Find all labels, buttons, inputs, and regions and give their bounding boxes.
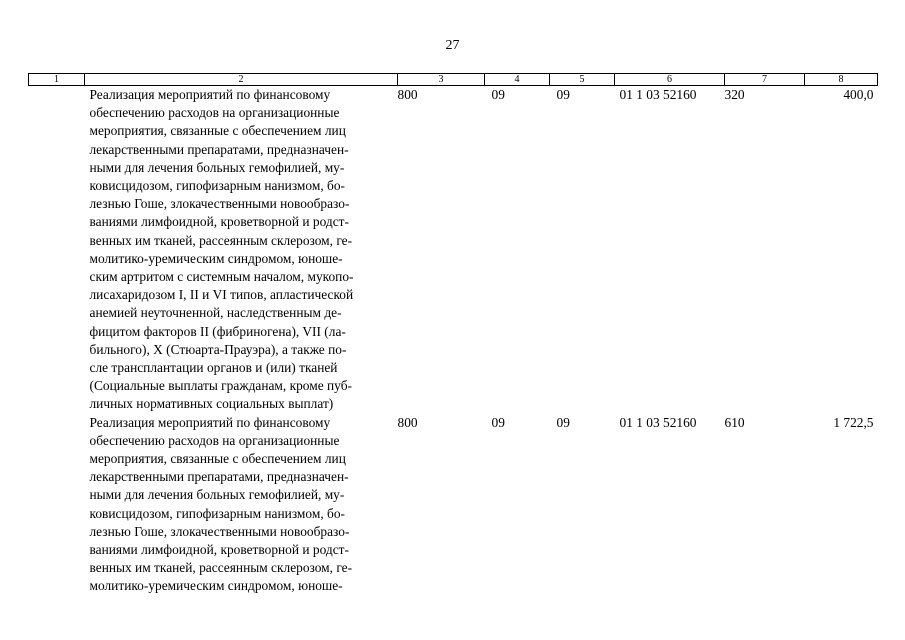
- description-line: молитико-уремическим синдромом, юноше-: [89, 578, 343, 594]
- description-line: ским артритом с системным началом, мукопо-: [89, 269, 354, 285]
- column-number: 4: [485, 74, 550, 86]
- table-row: [29, 86, 878, 414]
- expense-type-code: 320: [724, 87, 745, 102]
- table-body: [29, 74, 878, 596]
- description-line: сле трансплантации органов и (или) тканей: [89, 360, 338, 376]
- description-line: Реализация мероприятий по финансовому: [89, 87, 331, 102]
- subsection-code: 09: [556, 87, 570, 102]
- target-article-code: 01 1 03 52160: [619, 87, 697, 102]
- description-line: бильного), X (Стюарта-Прауэра), а также по-: [89, 341, 347, 357]
- item-description: [85, 414, 398, 596]
- description-line: лезнью Гоше, злокачественными новообразо-: [89, 523, 350, 539]
- description-line: лисахаридозом I, II и VI типов, апластической: [89, 287, 354, 303]
- description-line: лекарственными препаратами, предназначен-: [89, 141, 349, 157]
- description-line: ваниями лимфоидной, кроветворной и родст-: [89, 542, 349, 558]
- description-line: лезнью Гоше, злокачественными новообразо-: [89, 196, 350, 212]
- description-line: фицитом факторов II (фибриногена), VII (ла-: [89, 323, 346, 339]
- row-number-cell: [29, 414, 85, 596]
- description-line: ными для лечения больных гемофилией, му-: [89, 487, 345, 503]
- description-line: венных им тканей, рассеянным склерозом, ге-: [89, 232, 353, 248]
- column-number: 8: [805, 74, 878, 86]
- description-line: ваниями лимфоидной, кроветворной и родст-: [89, 214, 349, 230]
- column-number: 6: [615, 74, 725, 86]
- description-line: Реализация мероприятий по финансовому: [89, 414, 331, 430]
- ministry-code: 800: [397, 87, 418, 102]
- description-line: (Социальные выплаты гражданам, кроме пуб-: [89, 378, 352, 394]
- column-number: 5: [550, 74, 615, 86]
- column-number: 1: [29, 74, 85, 86]
- page-number: 27: [445, 38, 460, 53]
- description-line: ными для лечения больных гемофилией, му-: [89, 159, 345, 175]
- table-row: [29, 414, 878, 596]
- description-line: мероприятия, связанные с обеспечением лиц: [89, 451, 346, 467]
- amount-value: 400,0: [843, 87, 874, 102]
- subsection-code: 09: [556, 414, 570, 430]
- amount-value: 1 722,5: [833, 414, 874, 430]
- ministry-code: 800: [397, 414, 418, 430]
- description-line: венных им тканей, рассеянным склерозом, ге-: [89, 560, 353, 576]
- budget-table: [28, 73, 878, 596]
- description-line: обеспечению расходов на организационные: [89, 432, 340, 448]
- item-description: [85, 86, 398, 414]
- column-number: 2: [85, 74, 398, 86]
- description-line: ковисцидозом, гипофизарным нанизмом, бо-: [89, 505, 345, 521]
- description-line: лекарственными препаратами, предназначен-: [89, 469, 349, 485]
- description-line: личных нормативных социальных выплат): [89, 396, 334, 412]
- description-line: обеспечению расходов на организационные: [89, 105, 340, 121]
- description-line: ковисцидозом, гипофизарным нанизмом, бо-: [89, 178, 345, 194]
- section-code: 09: [491, 87, 505, 102]
- description-line: анемией неуточненной, наследственным де-: [89, 305, 342, 321]
- description-line: молитико-уремическим синдромом, юноше-: [89, 250, 343, 266]
- section-code: 09: [491, 414, 505, 430]
- column-number-row: [29, 74, 878, 86]
- column-number: 3: [398, 74, 485, 86]
- expense-type-code: 610: [724, 414, 745, 430]
- row-number-cell: [29, 86, 85, 414]
- column-number: 7: [725, 74, 805, 86]
- target-article-code: 01 1 03 52160: [619, 414, 697, 430]
- description-line: мероприятия, связанные с обеспечением лиц: [89, 123, 346, 139]
